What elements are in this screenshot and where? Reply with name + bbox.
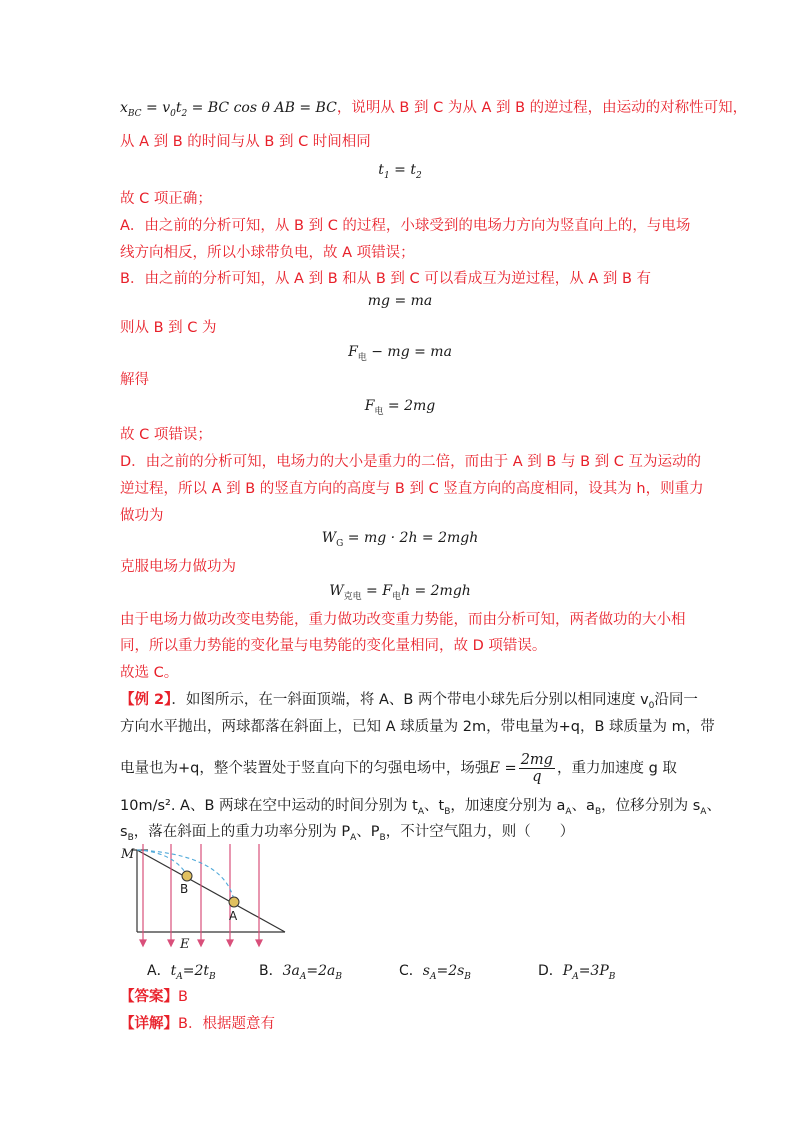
equation-wg: $W_G$ = mg · 2h = 2mgh xyxy=(321,530,479,549)
field-lines xyxy=(140,844,262,946)
choice-a[interactable]: A．$t_A=2t_B$ xyxy=(147,963,216,982)
example-2-line-3: 电量也为+q，整个装置处于竖直向下的匀强电场中，场强E = $\frac{2mg}{q}$ ，重力加速度 g 取 xyxy=(120,752,677,785)
example-2-line-2: 方向水平抛出，两球都落在斜面上，已知 A 球质量为 2m，带电量为+q，B 球质量为 m，带 xyxy=(120,719,715,735)
option-d-line-3: 做功为 xyxy=(120,508,164,524)
choice-d[interactable]: D．$P_A=3P_B$ xyxy=(538,963,616,982)
solution-line-1: $x_{BC} = v_0t_2$ = BC cos θ AB = BC，说明从 B 到 C 为从 A 到 B 的逆过程，由运动的对称性可知， xyxy=(120,100,748,119)
c-correct: 故 C 项正确； xyxy=(120,191,212,207)
label-a: A xyxy=(229,909,238,923)
incline-figure xyxy=(118,840,293,952)
option-b-line-2: 则从 B 到 C 为 xyxy=(120,320,217,336)
answer-line xyxy=(120,987,188,1007)
example-2-line-1: 【例 2】．如图所示，在一斜面顶端，将 A、B 两个带电小球先后分别以相同速度 $v_0$沿同一 xyxy=(120,692,698,711)
option-a-line-2: 线方向相反，所以小球带负电，故 A 项错误； xyxy=(120,245,415,261)
incline-slope xyxy=(137,850,285,932)
equation-f-2mg: $F_电 = 2mg$ xyxy=(364,398,436,417)
equation-f-minus-mg: $F_电$ − mg = ma xyxy=(348,344,452,363)
option-d-line-4: 克服电场力做功为 xyxy=(120,559,236,575)
equation-wk: $W_{克电} = F_电h = 2mgh$ xyxy=(329,583,471,602)
example-2-label: 【例 2】 xyxy=(120,692,172,708)
option-d-line-6: 同，所以重力势能的变化量与电势能的变化量相同，故 D 项错误。 xyxy=(120,638,547,654)
final-choice: 故选 C。 xyxy=(120,665,179,681)
label-e: E xyxy=(180,937,190,952)
detail-label: 【详解】 xyxy=(120,1016,178,1032)
example-2-line-4: 10m/s². A、B 两球在空中运动的时间分别为 $t_A$、$t_B$，加速度分别为 $a_A$、$a_B$，位移分别为 $s_A$、 xyxy=(120,798,721,817)
choice-b[interactable]: B．$3a_A=2a_B$ xyxy=(259,963,342,982)
detail-line xyxy=(120,1014,275,1034)
option-d-line-2: 逆过程，所以 A 到 B 的竖直方向的高度与 B 到 C 竖直方向的高度相同，设其为 h，则重力 xyxy=(120,481,704,497)
label-b: B xyxy=(180,882,189,896)
ball-b xyxy=(182,871,192,881)
option-a-line-1: A．由之前的分析可知，从 B 到 C 的过程，小球受到的电场力方向为竖直向上的，与电场 xyxy=(120,218,691,234)
formula-xbc: $x_{BC} = v_0t_2$ = BC cos θ xyxy=(120,100,270,119)
label-m: M xyxy=(121,847,135,862)
example-2-line-5: $s_B$，落在斜面上的重力功率分别为 $P_A$、$P_B$，不计空气阻力，则（ ） xyxy=(120,824,575,843)
choice-c[interactable]: C．$s_A=2s_B$ xyxy=(399,963,471,982)
solution-line-2: 从 A 到 B 的时间与从 B 到 C 时间相同 xyxy=(120,134,371,150)
formula-ab-bc: AB = BC xyxy=(274,100,337,116)
option-b-line-1: B．由之前的分析可知，从 A 到 B 和从 B 到 C 可以看成互为逆过程，从 A 到 B 有 xyxy=(120,271,652,287)
detail-text: B．根据题意有 xyxy=(178,1016,275,1032)
field-fraction: $\frac{2mg}{q}$ xyxy=(520,752,553,785)
equation-mg-ma: mg = ma xyxy=(367,293,433,309)
ball-a xyxy=(229,897,239,907)
option-d-line-1: D．由之前的分析可知，电场力的大小是重力的二倍，而由于 A 到 B 与 B 到 C 互为运动的 xyxy=(120,454,701,470)
answer-label: 【答案】 xyxy=(120,989,178,1005)
solve-label: 解得 xyxy=(120,372,149,388)
equation-t1-t2: $t_1 = t_2$ xyxy=(378,162,422,181)
c-wrong: 故 C 项错误； xyxy=(120,427,212,443)
answer-value: B xyxy=(178,989,188,1005)
option-d-line-5: 由于电场力做功改变电势能，重力做功改变重力势能，而由分析可知，两者做功的大小相 xyxy=(120,612,686,628)
